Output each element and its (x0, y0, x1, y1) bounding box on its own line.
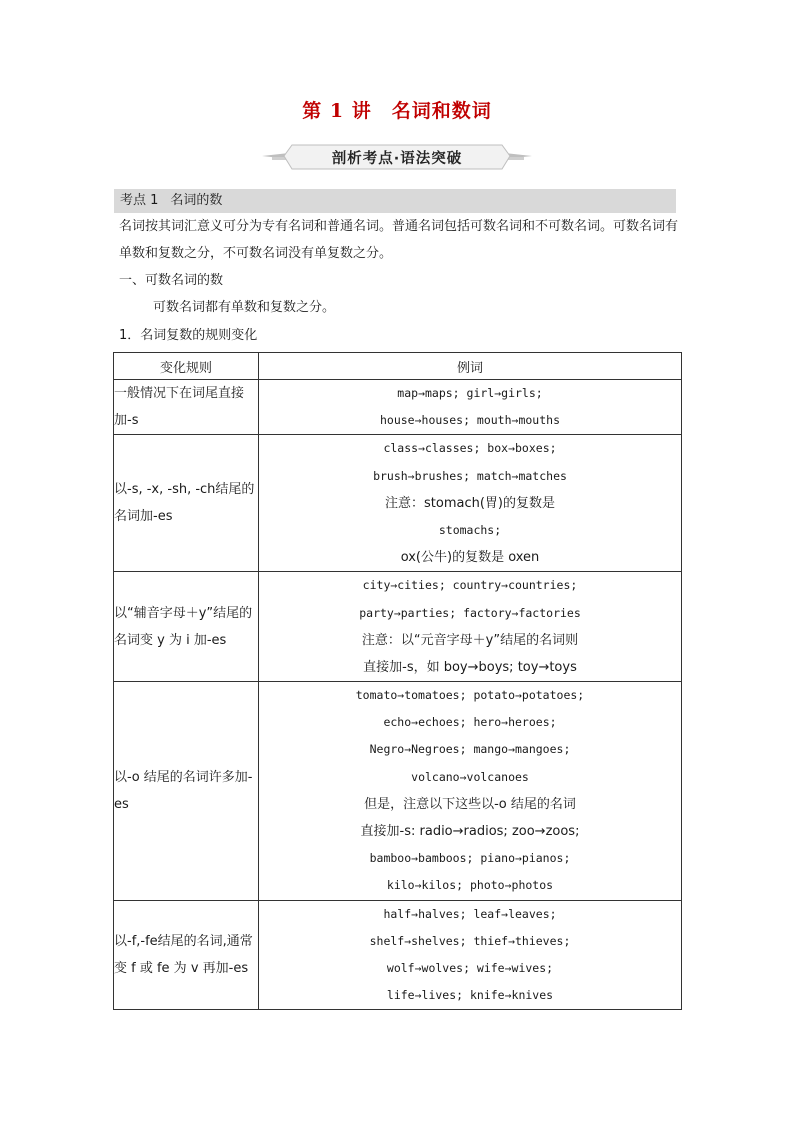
example-line: party→parties; factory→factories (359, 605, 581, 620)
example-line: stomachs; (438, 522, 502, 537)
kaodian-tag: 考点 1 (120, 193, 159, 208)
example-line: city→cities; country→countries; (362, 578, 578, 593)
example-line: kilo→kilos; photo→photos (386, 878, 554, 893)
subsection-heading: 1．名词复数的规则变化 (119, 328, 258, 343)
example-line: Negro→Negroes; mango→mangoes; (369, 742, 571, 757)
example-line: volcano→volcanoes (411, 769, 529, 784)
example-line: tomato→tomatoes; potato→potatoes; (355, 688, 585, 703)
examples-cell (259, 435, 682, 572)
example-line: 注意：以“元音字母＋y”结尾的名词则 (361, 632, 579, 648)
kaodian-name: 名词的数 (170, 193, 223, 208)
example-line: map→maps; girl→girls; (397, 386, 543, 400)
example-line: 但是，注意以下这些以-o 结尾的名词 (364, 796, 576, 812)
table-row (114, 572, 682, 682)
section-text: 可数名词都有单数和复数之分。 (153, 300, 336, 315)
examples-cell (259, 682, 682, 901)
plural-rules-table (113, 352, 682, 1010)
example-line: house→houses; mouth→mouths (379, 413, 560, 428)
rule-cell: 以-s, -x, -sh, -ch结尾的名词加-es (114, 435, 259, 572)
rule-cell: 一般情况下在词尾直接加-s (114, 380, 259, 435)
table-row (114, 435, 682, 572)
header-rule: 变化规则 (114, 353, 259, 380)
rule-cell: 以-f,-fe结尾的名词,通常变 f 或 fe 为 v 再加-es (114, 900, 259, 1010)
header-examples: 例词 (259, 353, 682, 380)
banner-text: 剖析考点·语法突破 (331, 151, 463, 167)
intro-paragraph: 名词按其词汇意义可分为专有名词和普通名词。普通名词包括可数名词和不可数名词。可数名词有单数和复数之分，不可数名词没有单复数之分。 (119, 219, 679, 261)
example-line: echo→echoes; hero→heroes; (383, 715, 557, 730)
example-line: half→halves; leaf→leaves; (383, 906, 557, 921)
table-row (114, 380, 682, 435)
example-line: 直接加-s: radio→radios; zoo→zoos; (360, 824, 580, 839)
example-line: life→lives; knife→knives (386, 988, 554, 1003)
example-line: bamboo→bamboos; piano→pianos; (369, 851, 571, 866)
table-row (114, 682, 682, 901)
example-line: 直接加-s，如 boy→boys; toy→toys (363, 659, 577, 675)
example-line: shelf→shelves; thief→thieves; (369, 933, 571, 948)
example-line: brush→brushes; match→matches (373, 468, 567, 483)
examples-cell (259, 572, 682, 682)
table-header-row (114, 353, 682, 380)
kaodian-bar (114, 189, 676, 213)
section-heading: 一、可数名词的数 (119, 273, 224, 288)
rule-cell: 以-o 结尾的名词许多加-es (114, 682, 259, 901)
rule-cell: 以“辅音字母＋y”结尾的名词变 y 为 i 加-es (114, 572, 259, 682)
table-row (114, 900, 682, 1010)
example-line: class→classes; box→boxes; (383, 441, 557, 456)
example-line: ox(公牛)的复数是 oxen (400, 550, 540, 566)
section-banner (112, 143, 682, 173)
examples-cell (259, 380, 682, 435)
page-title: 第 1 讲 名词和数词 (302, 100, 492, 122)
example-line: 注意：stomach(胃)的复数是 (385, 495, 555, 511)
examples-cell (259, 900, 682, 1010)
example-line: wolf→wolves; wife→wives; (386, 960, 554, 975)
